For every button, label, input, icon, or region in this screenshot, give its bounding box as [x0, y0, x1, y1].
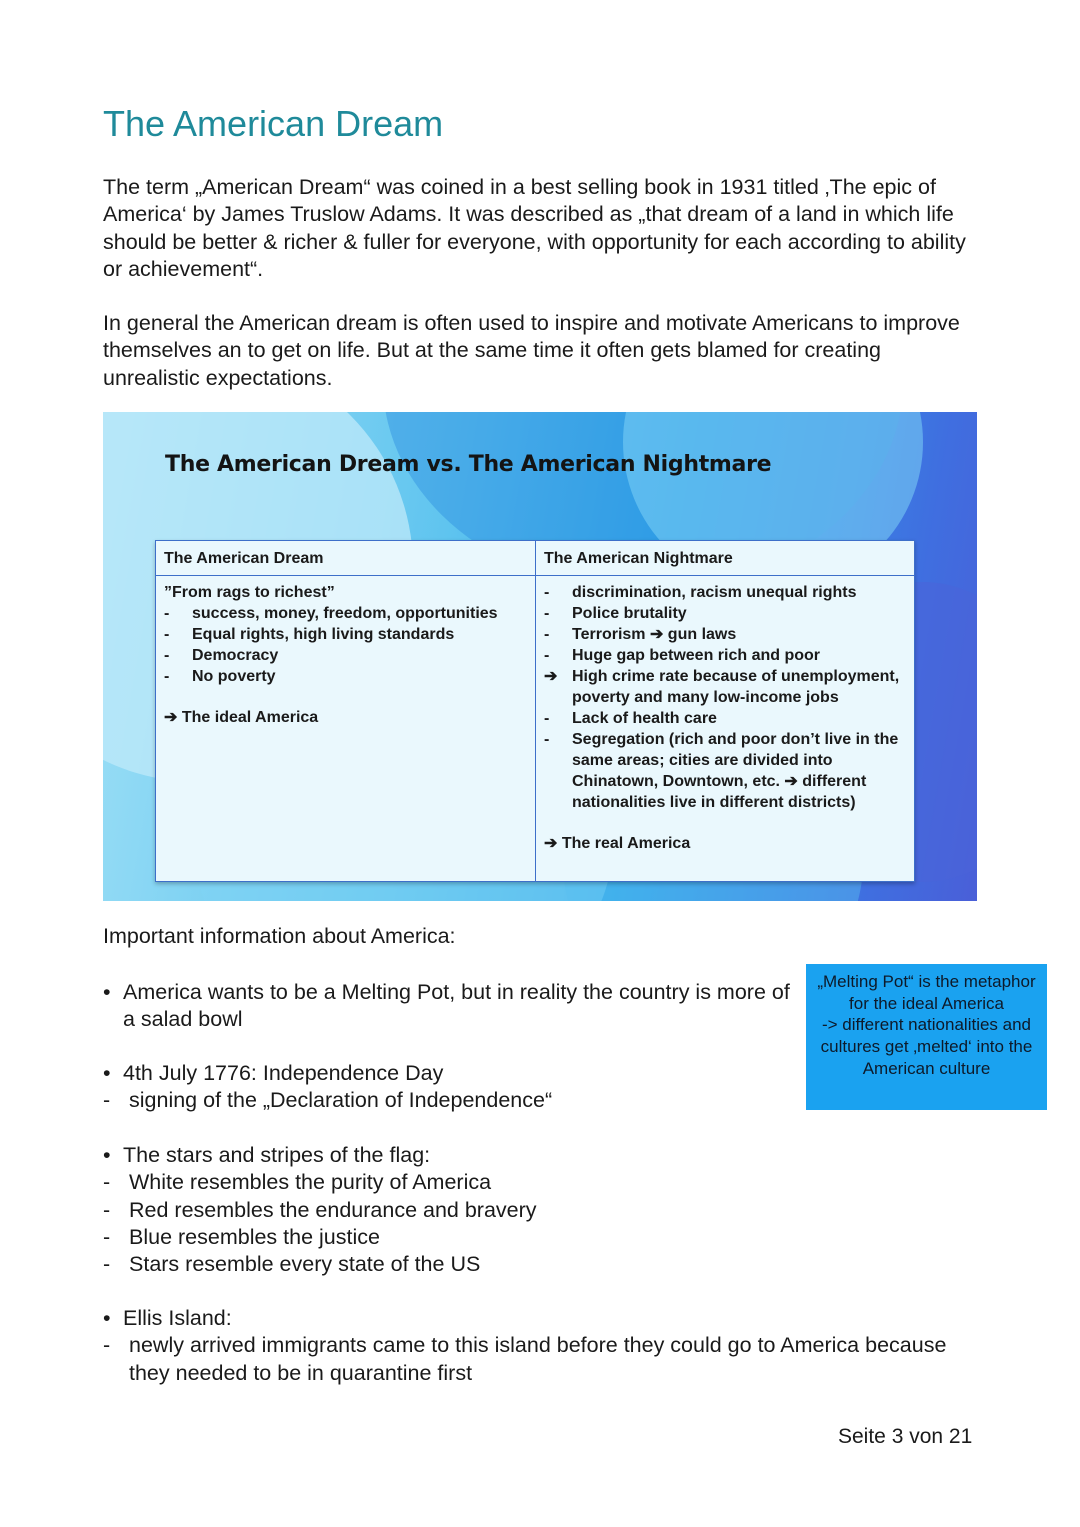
dream-column	[156, 541, 536, 881]
list-item: ➔ High crime rate because of unemployment, poverty and many low-income jobs	[544, 668, 900, 706]
nightmare-header: The American Nightmare	[536, 541, 914, 576]
page-title: The American Dream	[103, 103, 444, 144]
intro-paragraph: The term „American Dream“ was coined in a best selling book in 1931 titled ‚The epic of America‘ by James Truslow Adams. It was described as „that dream of a land in which life should be better & richer & fuller for everyone, with opportunity for each according to ability or achievement“.	[103, 175, 966, 281]
list-item: - Terrorism ➔ gun laws	[544, 626, 737, 643]
infobox-definition: „Melting Pot“ is the metaphor for the ideal America	[817, 972, 1036, 1013]
list-item: - Police brutality	[544, 605, 687, 622]
bullet-independence-day: • 4th July 1776: Independence Day - signing of the „Declaration of Independence“	[103, 1060, 793, 1115]
list-item: - success, money, freedom, opportunities	[164, 605, 498, 622]
page-number: Seite 3 von 21	[838, 1425, 973, 1448]
dash-icon: -	[103, 1088, 111, 1113]
dream-vs-nightmare-graphic	[103, 412, 977, 901]
dash-icon: -	[103, 1170, 111, 1195]
list-item: - No poverty	[164, 668, 276, 685]
list-item: - Democracy	[164, 647, 279, 664]
nightmare-column	[536, 541, 914, 881]
dash-icon: -	[103, 1224, 111, 1249]
general-paragraph: In general the American dream is often used to inspire and motivate Americans to improve themselves an to get on life. But at the same time it often gets blamed for creating unrealistic expectations.	[103, 311, 960, 390]
infobox-explanation: -> different nationalities and cultures get ‚melted‘ into the American culture	[820, 1015, 1033, 1078]
list-item: - discrimination, racism unequal rights	[544, 584, 857, 601]
bullet-melting-pot: • America wants to be a Melting Pot, but in reality the country is more of a salad bowl	[103, 979, 793, 1034]
bullet-icon: •	[103, 1306, 111, 1330]
bullet-icon: •	[103, 1061, 111, 1085]
bullet-ellis-island: • Ellis Island: - newly arrived immigrants came to this island before they could go to America because they needed to be in quarantine first	[103, 1305, 983, 1387]
list-item: - Segregation (rich and poor don’t live in the same areas; cities are divided into Chinatown, Downtown, etc. ➔ different nationalities live in different districts)	[544, 731, 899, 811]
bullet-icon: •	[103, 1143, 111, 1167]
melting-pot-infobox	[806, 964, 1047, 1110]
nightmare-conclusion: ➔ The real America	[544, 835, 691, 852]
dash-icon: -	[103, 1197, 111, 1222]
dream-quote: ”From rags to richest”	[164, 584, 335, 601]
bullet-icon: •	[103, 980, 111, 1004]
info-heading: Important information about America:	[103, 924, 456, 948]
dream-header: The American Dream	[156, 541, 535, 576]
dash-icon: -	[103, 1333, 111, 1358]
list-item: - Huge gap between rich and poor	[544, 647, 821, 664]
list-item: - Equal rights, high living standards	[164, 626, 455, 643]
dash-icon: -	[103, 1252, 111, 1277]
dream-conclusion: ➔ The ideal America	[164, 709, 319, 726]
graphic-title: The American Dream vs. The American Nightmare	[165, 452, 772, 477]
bullet-flag: • The stars and stripes of the flag: - White resembles the purity of America - Red resembles the endurance and bravery - Blue resembles the justice - Stars resemble every state of the US	[103, 1142, 793, 1278]
list-item: - Lack of health care	[544, 710, 717, 727]
comparison-table	[155, 540, 915, 882]
